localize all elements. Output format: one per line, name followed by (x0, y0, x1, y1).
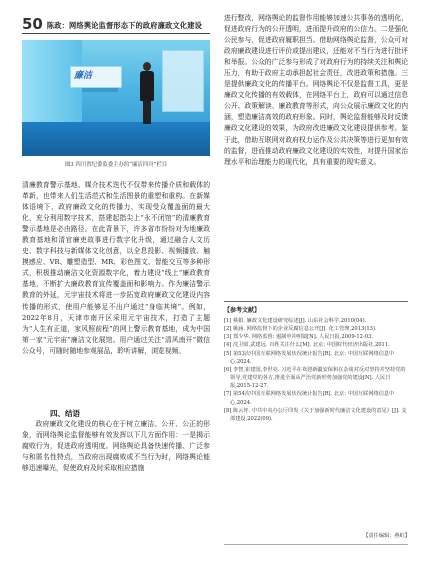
section-heading: 四、结语 (50, 409, 80, 418)
presenter-legs (143, 101, 151, 124)
running-title: 陈政：网络舆论监督形态下的政府廉政文化建设 (46, 21, 203, 30)
reference-item: [1] 蔡娟. 廉政文化建设研究综述[J]. 山东社会科学,2010(04). (224, 318, 367, 324)
figure-program-logo: 廉洁 (74, 71, 93, 81)
figure-studio-floor (22, 122, 210, 156)
body-paragraph: 清廉教育警示基地、媒介技术迭代不仅带来传播介质和载体的革新，也带来人们生活范式和生活图景的重塑和重构。在新媒体语境下，政府廉政文化的传播力、实现受众覆盖面的最大化，充分利用数字技术，搭建起指尖上“永不闭馆”的清廉教育警示基地是必由路径。在此背景下，许多省市纷纷对为地廉政教育基地和清官廉吏故事进行数字化升级，通过融合人文历史、数字科技与新媒体文化创意，以全息投影、视频播放、触摸感应、VR、雕塑造型、MR、彩色图文、智能交互等多种形式，积极推动廉洁文化资源数字化，着力建设“线上”廉政教育基地，不断扩大廉政教育宣传覆盖面和影响力。作为廉洁警示教育的外延，元宇宙技术将进一步拓宽政府廉政文化建设内容传播的形式，使用户能够足不出户通过“身临其境”。例如，2022年8月，天津市南开区采用元宇宙技术，打造了主题为“人生有正道，家风照前程”的网上警示教育基地，成为中国第一家“元宇宙”廉洁文化展馆。用户通过关注“清风南开”微信公众号，可随时随地参观展品，聆听讲解，浏览视频。 (22, 181, 210, 355)
body-paragraph: 政府廉政文化建设的核心在于树立廉洁、公开、公正的形象，而网络舆论监督能够有效发挥以下几方面作用：一是揭示腐败行为，促进政府透明度。网络舆论具备快速传播、广泛参与和匿名性特点，当政府出现腐败或不当行为时，网络舆论能够迅速曝光，促使政府及时采取相应措施 (22, 420, 210, 473)
reference-item: [3] 郑少华. 网络监督: 遏制申冲明镜[N]. 人民日报,2009-12-03. (224, 334, 373, 341)
reference-item: [5] 第53次中国互联网络发展状况统计报告[R]. 北京: 中国互联网络信息中心,2024. (224, 350, 395, 365)
figure-caption: 图3 四川省纪委监委主办的“廉洁四川”栏目 (64, 162, 168, 168)
responsible-editor: 【责任编辑：燕虹】 (363, 533, 410, 539)
body-paragraph: 进行整改，网络舆论的监督作用能够加速公共事务的透明化，促进政府行为的公开透明，进而提升政府的公信力。二是强化公民参与，促进政府履职担当。借助网络舆论监督，公众可对政府廉政建设进行评价或提出建议，还能对不当行为进行批评和举报。公众的广泛参与形成了对政府行为的持续关注和舆论压力，有助于政府主动承担起社会责任，改进政策和措施。三是提供廉政文化的传播平台。网络舆论不仅是监督工具，更是廉政文化传播的有效载体，在网络平台上，政府可以通过信息公开、政策解读、廉政教育等形式，向公众展示廉政文化的内涵，塑造廉洁高效的政府形象。同时，舆论监督能够及时反馈廉政文化建设的效果，为政府改进廉政文化建设提供参考。鉴于此，借助互联网对政府权力运作及公共决策等进行更加有效的监督，进而推动政府廉政文化建设的实效性，对提升国家治理水平和治理能力的现代化，具有重要的现实意义。 (224, 14, 408, 166)
figure-presenter (140, 62, 154, 124)
reference-item: [4] 沈卫昭,武建远. 百姓关注什么[M]. 北京: 中国时代经济出版社,2011. (224, 342, 390, 349)
reference-item: [8] 陈云坪. 中共中央办公厅印发《关于加强新时代廉洁文化建设的意见》[J]. 支部建设,2022(09). (224, 407, 407, 422)
left-column-body (22, 180, 210, 357)
footer-divider (224, 544, 408, 545)
references-divider (224, 301, 408, 302)
figure-display-panel (162, 50, 204, 112)
left-column-conclusion (22, 419, 210, 474)
figure-tv-program-still (22, 40, 210, 156)
reference-item: [2] 姚涵. 网络监督下的企业反腐信息公开[J]. 化工管理,2013(13). (224, 326, 377, 333)
reference-item: [6] 李智,崔建国,李世亮. 习近平在欢迎新疆安保和在杂谈对反对坚持并坚持党的领导,党建党的各方,推进全面从严治党新形势加强党的建设[N]. 人民日报,2015-12-27. (224, 366, 406, 390)
running-header (22, 12, 212, 32)
header-divider (22, 33, 210, 34)
references-heading: 【参考文献】 (224, 307, 261, 314)
right-column-body (224, 13, 408, 168)
presenter-head (143, 62, 151, 71)
references-list (224, 317, 408, 423)
presenter-body (140, 71, 154, 101)
reference-item: [7] 第54次中国互联网络发展状况统计报告[R]. 北京: 中国互联网络信息中心,2024. (224, 391, 395, 406)
page-number: 50 (22, 15, 43, 33)
figure-logo-bar (82, 88, 118, 92)
